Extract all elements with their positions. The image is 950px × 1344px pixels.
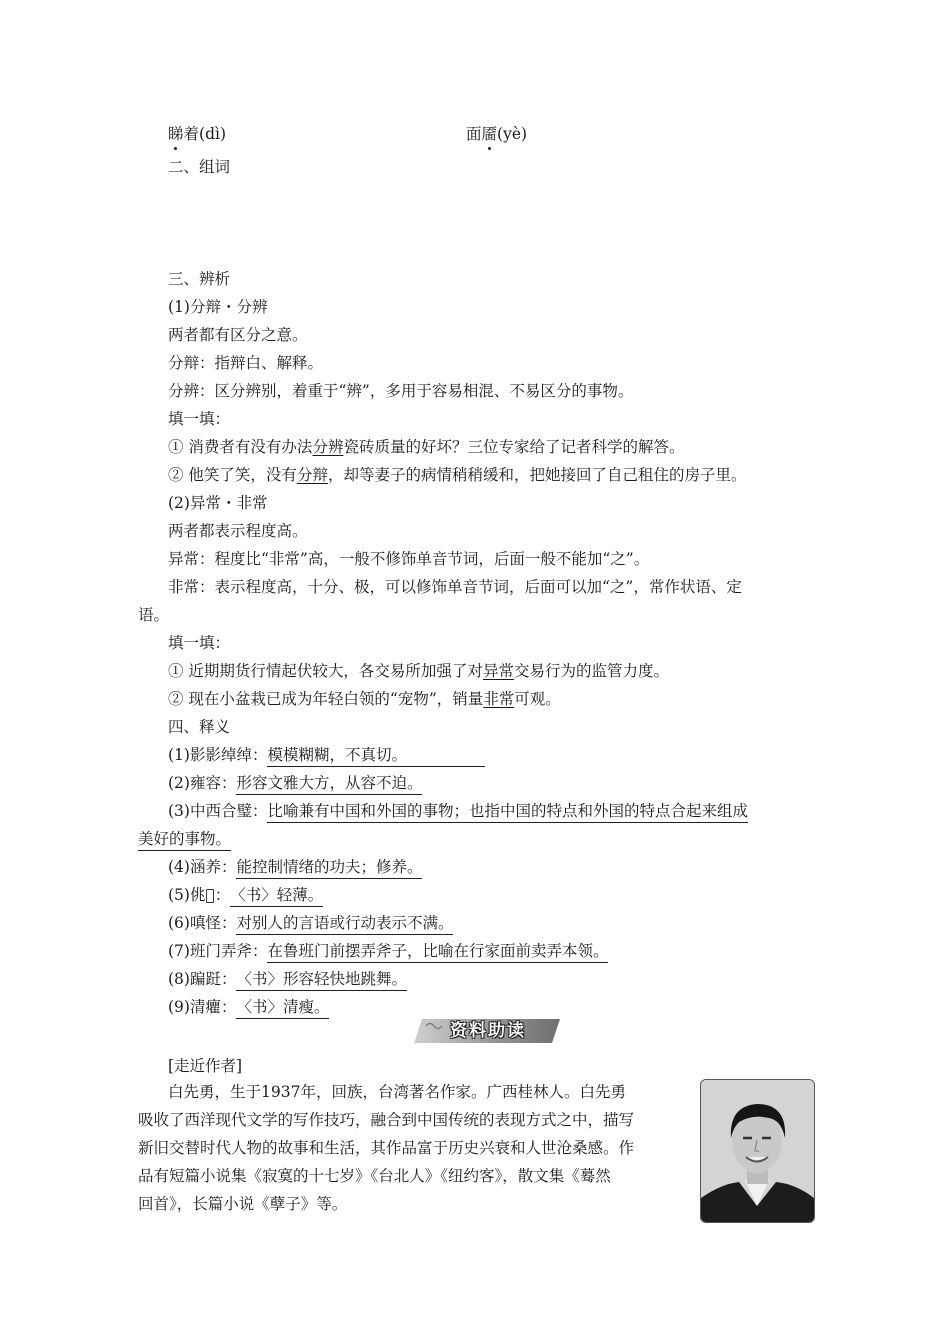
definition-item: (5)佻𫛜：〈书〉轻薄。 [168,885,323,907]
fill-label-1: 填一填： [168,410,231,428]
pair-def-2b-cont: 语。 [138,606,170,624]
definition-item: (6)嗔怪：对别人的言语或行动表示不满。 [168,913,453,935]
pair-def-1a: 分辩：指辩白、解释。 [168,354,324,372]
pair-common-2: 两者都表示程度高。 [168,522,308,540]
definition-answer: 模模糊糊，不真切。 [267,746,485,767]
definition-answer: 能控制情绪的功夫；修养。 [236,858,422,879]
pinyin-item-1: 睇着(dì) [168,125,226,143]
definition-answer: 比喻兼有中国和外国的事物；也指中国的特点和外国的特点合起来组成 [267,802,748,823]
author-bio-line: 新旧交替时代人物的故事和生活，其作品富于历史兴衰和人世沧桑感。作 [138,1139,635,1157]
fill-question: ② 他笑了笑，没有分辩，却等妻子的病情稍稍缓和，把她接回了自己租住的房子里。 [168,466,747,484]
author-bio-line: 白先勇，生于1937年，回族，台湾著名作家。广西桂林人。白先勇 [168,1083,626,1101]
section-title-compounds: 二、组词 [168,158,231,176]
definition-answer: 形容文雅大方，从容不迫。 [236,774,422,795]
definition-answer: 〈书〉轻薄。 [230,886,323,907]
definition-answer: 〈书〉清瘦。 [236,998,329,1019]
pair-heading-2: (2)异常・非常 [168,494,268,512]
pair-common-1: 两者都有区分之意。 [168,326,308,344]
fill-question: ② 现在小盆栽已成为年轻白领的“宠物”，销量非常可观。 [168,690,561,708]
author-bio-line: 吸收了西洋现代文学的写作技巧，融合到中国传统的表现方式之中，描写 [138,1111,635,1129]
definition-item: (1)影影绰绰：模模糊糊，不真切。 [168,745,485,767]
definition-item: (4)涵养：能控制情绪的功夫；修养。 [168,857,422,879]
fill-question: ① 消费者有没有办法分辨瓷砖质量的好坏？三位专家给了记者科学的解答。 [168,438,685,456]
banner-label: 资料助读 [450,1021,526,1041]
section-title-definitions: 四、释义 [168,718,231,736]
fill-answer: 异常 [482,662,514,680]
fill-answer: 分辩 [296,466,328,484]
definition-item: (7)班门弄斧：在鲁班门前摆弄斧子，比喻在行家面前卖弄本领。 [168,941,608,963]
fill-question: ① 近期期货行情起伏较大，各交易所加强了对异常交易行为的监管力度。 [168,662,669,680]
pair-def-2a: 异常：程度比“非常”高，一般不修饰单音节词，后面一般不能加“之”。 [168,550,650,568]
fill-answer: 分辨 [312,438,344,456]
emphasis-char: 靥 [481,125,498,143]
definition-answer: 在鲁班门前摆弄斧子，比喻在行家面前卖弄本领。 [267,942,608,963]
pair-def-2b: 非常：表示程度高，十分、极，可以修饰单音节词，后面可以加“之”，常作状语、定 [168,578,742,596]
definition-answer: 〈书〉形容轻快地跳舞。 [236,970,407,991]
portrait-image [701,1080,814,1222]
author-bio-line: 品有短篇小说集《寂寞的十七岁》《台北人》《纽约客》，散文集《蓦然 [138,1167,611,1185]
reading-aid-banner [412,1016,564,1046]
section-title-analysis: 三、辨析 [168,270,231,288]
author-heading: [走近作者] [168,1057,243,1075]
definition-item: (3)中西合璧：比喻兼有中国和外国的事物；也指中国的特点和外国的特点合起来组成 [168,801,748,823]
author-portrait [700,1079,815,1223]
pinyin-item-2: 面靥(yè) [466,125,528,143]
definition-answer: 美好的事物。 [138,830,231,851]
fill-answer: 非常 [483,690,515,708]
definition-item: (2)雍容：形容文雅大方，从容不迫。 [168,773,422,795]
author-bio-line: 回首》，长篇小说《孽子》等。 [138,1195,348,1213]
definition-item: (8)蹁跹：〈书〉形容轻快地跳舞。 [168,969,407,991]
pair-heading-1: (1)分辩・分辨 [168,298,268,316]
definition-answer: 对别人的言语或行动表示不满。 [236,914,453,935]
definition-item-cont [138,829,231,851]
definition-item: (9)清癯：〈书〉清瘦。 [168,997,329,1019]
emphasis-char: 睇 [168,125,184,143]
pair-def-1b: 分辨：区分辨别，着重于“辨”，多用于容易相混、不易区分的事物。 [168,382,634,400]
fill-label-2: 填一填： [168,634,231,652]
